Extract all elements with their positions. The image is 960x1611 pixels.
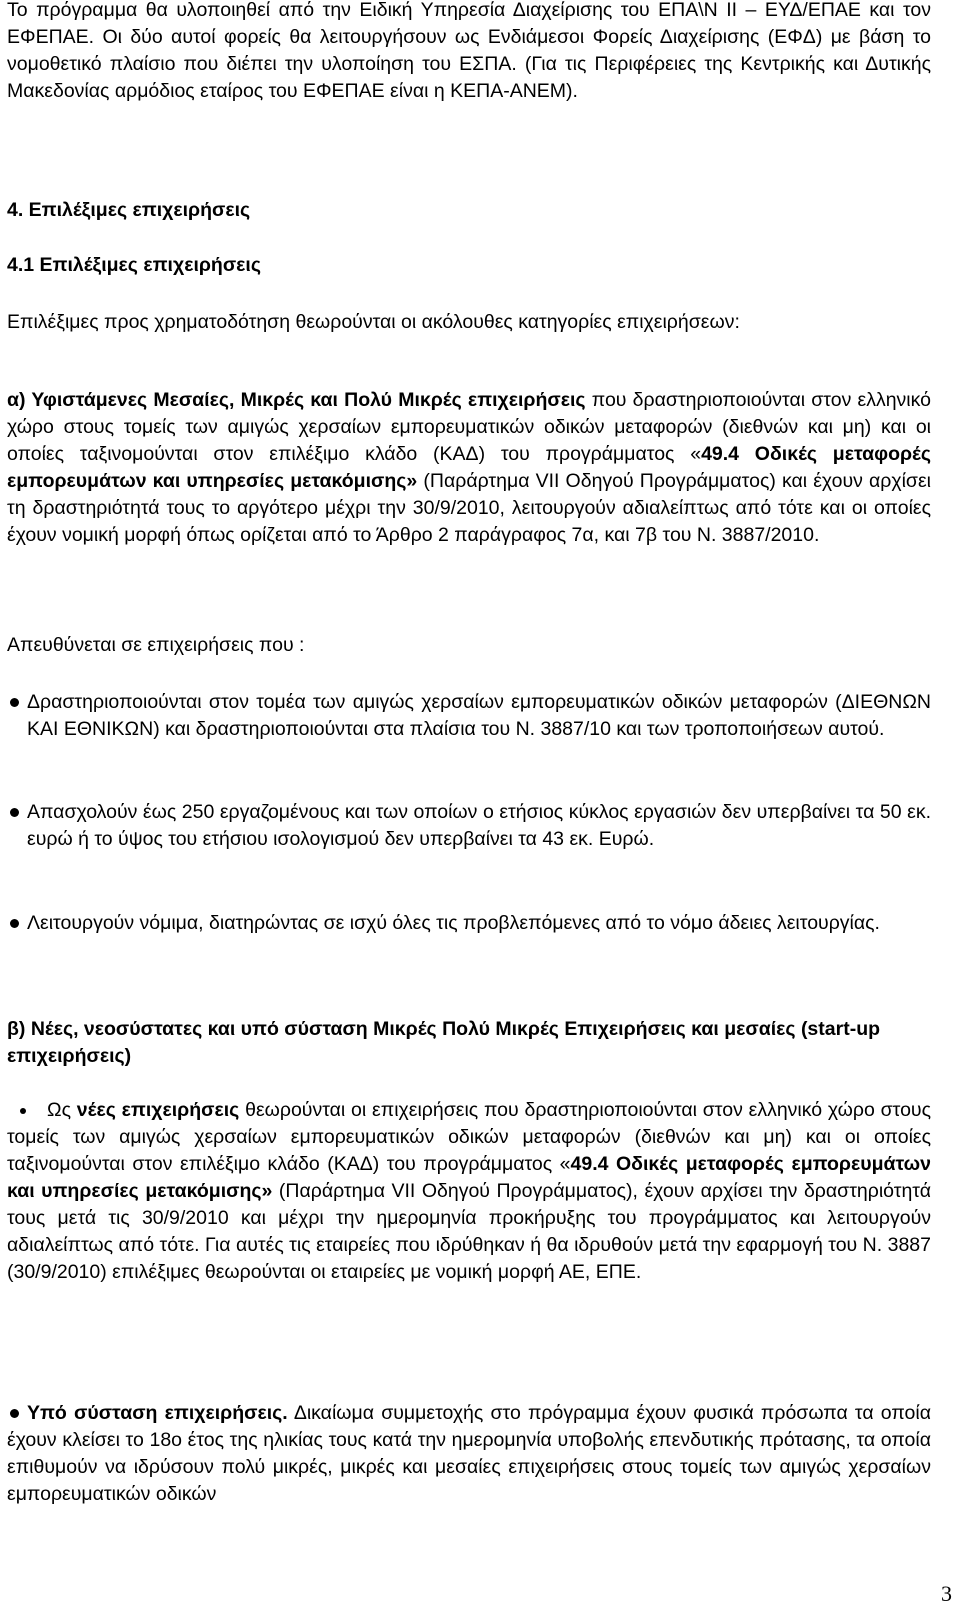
criteria-text: Λειτουργούν νόμιμα, διατηρώντας σε ισχύ όλες τις προβλεπόμενες από το νόμο άδειες λειτουργίας.: [27, 912, 880, 934]
item-a-lead: α) Υφιστάμενες Μεσαίες, Μικρές και Πολύ Μικρές επιχειρήσεις: [7, 389, 586, 411]
under-formation-paragraph: [7, 1400, 931, 1508]
criteria-text: Απασχολούν έως 250 εργαζομένους και των οποίων ο ετήσιος κύκλος εργασιών δεν υπερβαίνει τα 50 εκ. ευρώ ή το ύψος του ετήσιου ισολογισμού δεν υπερβαίνει τα 43 εκ. Ευρώ.: [27, 801, 931, 850]
under-formation-text: Δικαίωμα συμμετοχής στο πρόγραμμα έχουν φυσικά πρόσωπα τα οποία έχουν κλείσει το 18ο έτος της ηλικίας τους κατά την ημερομηνία υποβολής επενδυτικής πρότασης, τα οποία επιθυμούν να ιδρύσουν πολύ μικρές, μικρές και μεσαίες επιχειρήσεις στους τομείς των αμιγώς χερσαίων εμπορευματικών οδικών: [7, 1402, 932, 1505]
criteria-item: [7, 689, 931, 743]
bullet-icon: [10, 1409, 19, 1418]
new-business-program: 49.4 Οδικές μεταφορές εμπορευμάτων και υπηρεσίες μετακόμισης»: [7, 1153, 931, 1202]
under-formation-term: Υπό σύσταση επιχειρήσεις.: [27, 1402, 288, 1424]
item-a-text-1: που δραστηριοποιούνται στον ελληνικό χώρο στους τομείς των αμιγώς χερσαίων εμπορευματικών οδικών μεταφορών (διεθνών και μη) και οι οποίες ταξινομούνται στον επιλέξιμο κλάδο (ΚΑΔ) του προγράμματος «: [7, 389, 931, 465]
new-business-text-1: θεωρούνται οι επιχειρήσεις που δραστηριοποιούνται στον ελληνικό χώρο στους τομείς των αμιγώς χερσαίων εμπορευματικών οδικών μεταφορών (διεθνών και μη) και οι οποίες ταξινομούνται στον επιλέξιμο κλάδο (ΚΑΔ) του προγράμματος «: [7, 1099, 931, 1175]
section-heading: 4. Επιλέξιμες επιχειρήσεις: [7, 199, 251, 221]
new-business-term: νέες επιχειρήσεις: [76, 1099, 240, 1121]
categories-intro: Επιλέξιμες προς χρηματοδότηση θεωρούνται οι ακόλουθες κατηγορίες επιχειρήσεων:: [7, 311, 740, 333]
under-formation-item: [7, 1400, 931, 1508]
new-business-item: [7, 1097, 931, 1286]
item-a-text-2: (Παράρτημα VII Οδηγού Προγράμματος) και έχουν αρχίσει τη δραστηριότητά τους το αργότερο μέχρι την 30/9/2010, λειτουργούν αδιαλείπτως από τότε και οι οποίες έχουν νομική μορφή όπως ορίζεται από το Άρθρο 2 παράγραφος 7α, και 7β του Ν. 3887/2010.: [7, 470, 931, 546]
criteria-item: [7, 799, 931, 853]
bullet-icon: [10, 919, 19, 928]
criteria-text: Δραστηριοποιούνται στον τομέα των αμιγώς χερσαίων εμπορευματικών οδικών μεταφορών (ΔΙΕΘΝΩΝ ΚΑΙ ΕΘΝΙΚΩΝ) και δραστηριοποιούνται στα πλαίσια του Ν. 3887/10 και των τροποποιήσεων αυτού.: [27, 691, 931, 740]
new-business-prefix: Ως: [47, 1099, 77, 1121]
new-business-paragraph: [7, 1097, 931, 1286]
addressed-to: Απευθύνεται σε επιχειρήσεις που :: [7, 634, 305, 656]
bullet-icon: [10, 808, 19, 817]
subsection-heading: 4.1 Επιλέξιμες επιχειρήσεις: [7, 254, 261, 276]
page-number: 3: [941, 1581, 952, 1606]
item-a-program: 49.4 Οδικές μεταφορές εμπορευμάτων και υπηρεσίες μετακόμισης»: [7, 443, 931, 492]
bullet-icon: [10, 698, 19, 707]
criteria-item: [7, 910, 931, 937]
item-b-heading: β) Νέες, νεοσύστατες και υπό σύσταση Μικρές Πολύ Μικρές Επιχειρήσεις και μεσαίες (start-up επιχειρήσεις): [7, 1018, 881, 1067]
intro-paragraph: Το πρόγραμμα θα υλοποιηθεί από την Ειδική Υπηρεσία Διαχείρισης του ΕΠΑ\Ν ΙΙ – ΕΥΔ/ΕΠΑΕ και τον ΕΦΕΠΑΕ. Οι δύο αυτοί φορείς θα λειτουργήσουν ως Ενδιάμεσοι Φορείς Διαχείρισης (ΕΦΔ) με βάση το νομοθετικό πλαίσιο που διέπει την υλοποίηση του ΕΣΠΑ. (Για τις Περιφέρειες της Κεντρικής και Δυτικής Μακεδονίας αρμόδιος εταίρος του ΕΦΕΠΑΕ είναι η ΚΕΠΑ-ΑΝΕΜ).: [7, 0, 931, 102]
bullet-icon: [20, 1108, 26, 1114]
item-a-paragraph: [7, 387, 931, 549]
new-business-text-2: (Παράρτημα VII Οδηγού Προγράμματος), έχουν αρχίσει την δραστηριότητά τους μετά τις 30/9/2010 και μέχρι την ημερομηνία προκήρυξης του προγράμματος και λειτουργούν αδιαλείπτως από τότε. Για αυτές τις εταιρείες που ιδρύθηκαν ή θα ιδρυθούν μετά την εφαρμογή του Ν. 3887 (30/9/2010) επιλέξιμες θεωρούνται οι εταιρείες με νομική μορφή ΑΕ, ΕΠΕ.: [7, 1180, 931, 1283]
